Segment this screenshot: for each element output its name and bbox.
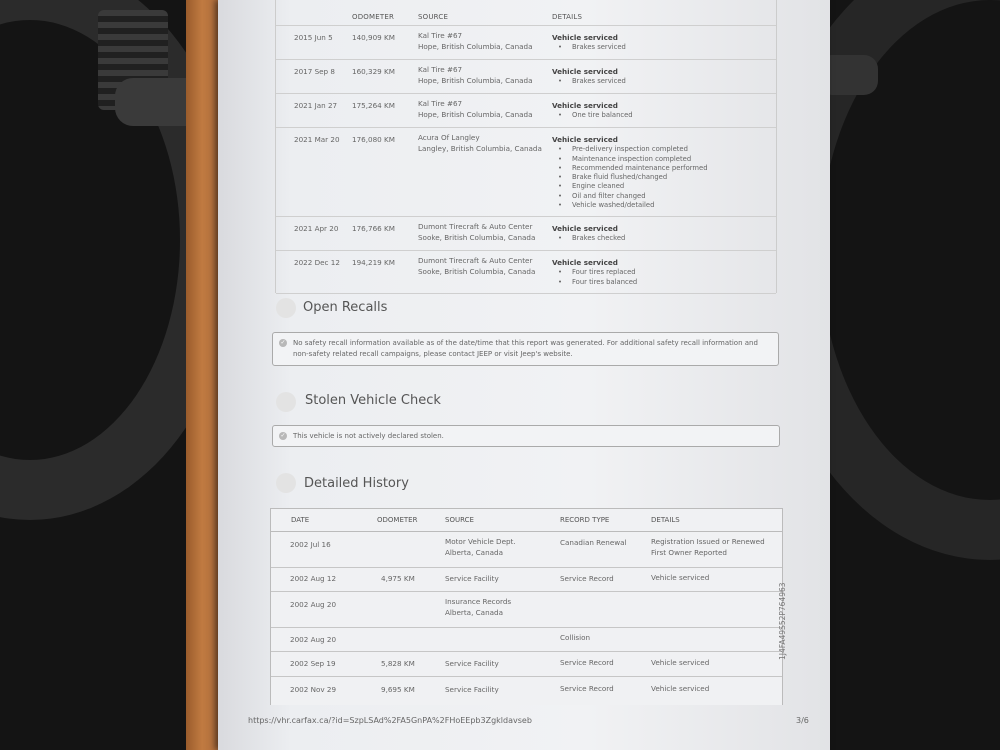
row-details (651, 536, 765, 558)
row-date: 2002 Sep 19 (290, 659, 336, 668)
source-location: Langley, British Columbia, Canada (418, 144, 542, 153)
source-location: Hope, British Columbia, Canada (418, 76, 533, 85)
details-title: Vehicle serviced (552, 258, 618, 267)
row-details: Vehicle serviced (651, 573, 710, 582)
check-icon: ✓ (280, 339, 286, 346)
row-details (552, 135, 708, 210)
source-location: Alberta, Canada (445, 548, 503, 557)
table-row (271, 567, 782, 592)
col-source: SOURCE (418, 13, 449, 21)
col-record-type: RECORD TYPE (560, 516, 610, 524)
table-header-row (271, 509, 782, 532)
source-name: Kal Tire #67 (418, 65, 463, 74)
details-line: Registration Issued or Renewed (651, 537, 765, 546)
row-source (418, 221, 535, 243)
row-date: 2017 Sep 8 (294, 67, 335, 76)
col-details: DETAILS (552, 13, 583, 21)
source-location: Alberta, Canada (445, 608, 503, 617)
row-date: 2021 Mar 20 (294, 135, 340, 144)
source-name: Insurance Records (445, 597, 512, 606)
col-odometer: ODOMETER (352, 13, 395, 21)
detailed-history-table (270, 508, 783, 705)
report-page (218, 0, 830, 750)
source-name: Kal Tire #67 (418, 99, 463, 108)
details-item: • Engine cleaned (572, 182, 708, 191)
details-item: • Maintenance inspection completed (572, 155, 708, 164)
source-location: Hope, British Columbia, Canada (418, 42, 533, 51)
row-details (552, 258, 637, 287)
source-name: Motor Vehicle Dept. (445, 537, 516, 546)
details-item: • Pre-delivery inspection completed (572, 145, 708, 154)
row-record-type: Service Record (560, 574, 614, 583)
table-row (276, 216, 776, 251)
row-odometer: 5,828 KM (381, 659, 415, 668)
table-row (271, 591, 782, 628)
row-details: Vehicle serviced (651, 684, 710, 693)
row-odometer: 140,909 KM (352, 33, 395, 42)
open-recalls-text: No safety recall information available as of the date/time that this report was generated. For additional safety recall information and non-safety related recall campaigns, please contact JEEP or visit Jeep's website. (293, 339, 758, 358)
stolen-check-title: Stolen Vehicle Check (305, 393, 441, 408)
stolen-check-notice (272, 425, 780, 447)
table-header-row (276, 0, 776, 26)
row-details (552, 33, 626, 53)
table-row (276, 59, 776, 94)
row-source: Service Facility (445, 685, 499, 694)
row-source (418, 30, 533, 52)
row-odometer: 160,329 KM (352, 67, 395, 76)
check-icon: ✓ (280, 432, 286, 439)
footer-url: https://vhr.carfax.ca/?id=SzpLSAd%2FA5GnPA%2FHoEEpb3Zgkldavseb (248, 716, 532, 725)
details-item: • One tire balanced (572, 111, 633, 120)
col-date: DATE (291, 516, 310, 524)
row-source (445, 596, 511, 618)
details-item: • Brake fluid flushed/changed (572, 173, 708, 182)
row-date: 2002 Nov 29 (290, 685, 337, 694)
page-number: 3/6 (796, 716, 809, 725)
table-row (271, 651, 782, 677)
row-odometer: 175,264 KM (352, 101, 395, 110)
row-source: Service Facility (445, 659, 499, 668)
vin-number: 1J4FA49S52P764963 (778, 582, 787, 660)
details-title: Vehicle serviced (552, 101, 618, 110)
source-location: Hope, British Columbia, Canada (418, 110, 533, 119)
table-row (276, 25, 776, 60)
source-location: Sooke, British Columbia, Canada (418, 233, 536, 242)
row-odometer: 9,695 KM (381, 685, 415, 694)
row-source (418, 255, 535, 277)
row-odometer: 176,766 KM (352, 224, 395, 233)
open-recalls-notice (272, 332, 779, 366)
row-details (552, 67, 626, 87)
source-location: Sooke, British Columbia, Canada (418, 267, 536, 276)
source-name: Acura Of Langley (418, 133, 480, 142)
source-name: Dumont Tirecraft & Auto Center (418, 256, 533, 265)
row-date: 2002 Aug 20 (290, 600, 337, 609)
person-icon (276, 392, 296, 412)
row-date: 2015 Jun 5 (294, 33, 333, 42)
row-date: 2022 Dec 12 (294, 258, 340, 267)
row-date: 2002 Aug 20 (290, 635, 337, 644)
source-name: Kal Tire #67 (418, 31, 463, 40)
row-date: 2002 Jul 16 (290, 540, 331, 549)
row-date: 2021 Jan 27 (294, 101, 338, 110)
row-source (418, 98, 533, 120)
detailed-history-title: Detailed History (304, 476, 409, 491)
history-icon (276, 473, 296, 493)
row-source (418, 64, 533, 86)
details-title: Vehicle serviced (552, 224, 618, 233)
col-source: SOURCE (445, 516, 474, 524)
col-odometer: ODOMETER (377, 516, 418, 524)
details-line: First Owner Reported (651, 548, 727, 557)
row-record-type: Collision (560, 633, 591, 642)
row-record-type: Service Record (560, 684, 614, 693)
row-details (552, 224, 625, 244)
table-row (271, 676, 782, 705)
row-odometer: 194,219 KM (352, 258, 395, 267)
details-item: • Four tires balanced (572, 278, 637, 287)
table-row (276, 250, 776, 294)
row-details (552, 101, 633, 121)
details-item: • Vehicle washed/detailed (572, 201, 708, 210)
details-item: • Oil and filter changed (572, 192, 708, 201)
row-date: 2002 Aug 12 (290, 574, 337, 583)
row-source: Service Facility (445, 574, 499, 583)
open-recalls-title: Open Recalls (303, 300, 388, 315)
details-title: Vehicle serviced (552, 33, 618, 42)
row-record-type: Canadian Renewal (560, 538, 627, 547)
details-item: • Brakes serviced (572, 43, 626, 52)
details-title: Vehicle serviced (552, 67, 618, 76)
table-row (271, 531, 782, 568)
service-history-table (275, 0, 777, 293)
row-odometer: 176,080 KM (352, 135, 395, 144)
row-date: 2021 Apr 20 (294, 224, 339, 233)
row-source (418, 132, 542, 154)
stolen-check-text: This vehicle is not actively declared stolen. (293, 432, 444, 440)
details-item: • Brakes serviced (572, 77, 626, 86)
row-record-type: Service Record (560, 658, 614, 667)
table-row (276, 127, 776, 217)
table-row (276, 93, 776, 128)
table-row (271, 627, 782, 652)
recall-icon (276, 298, 296, 318)
col-details: DETAILS (651, 516, 680, 524)
details-title: Vehicle serviced (552, 135, 618, 144)
details-item: • Recommended maintenance performed (572, 164, 708, 173)
row-odometer: 4,975 KM (381, 574, 415, 583)
details-item: • Brakes checked (572, 234, 625, 243)
details-item: • Four tires replaced (572, 268, 637, 277)
row-details: Vehicle serviced (651, 658, 710, 667)
source-name: Dumont Tirecraft & Auto Center (418, 222, 533, 231)
row-source (445, 536, 516, 558)
